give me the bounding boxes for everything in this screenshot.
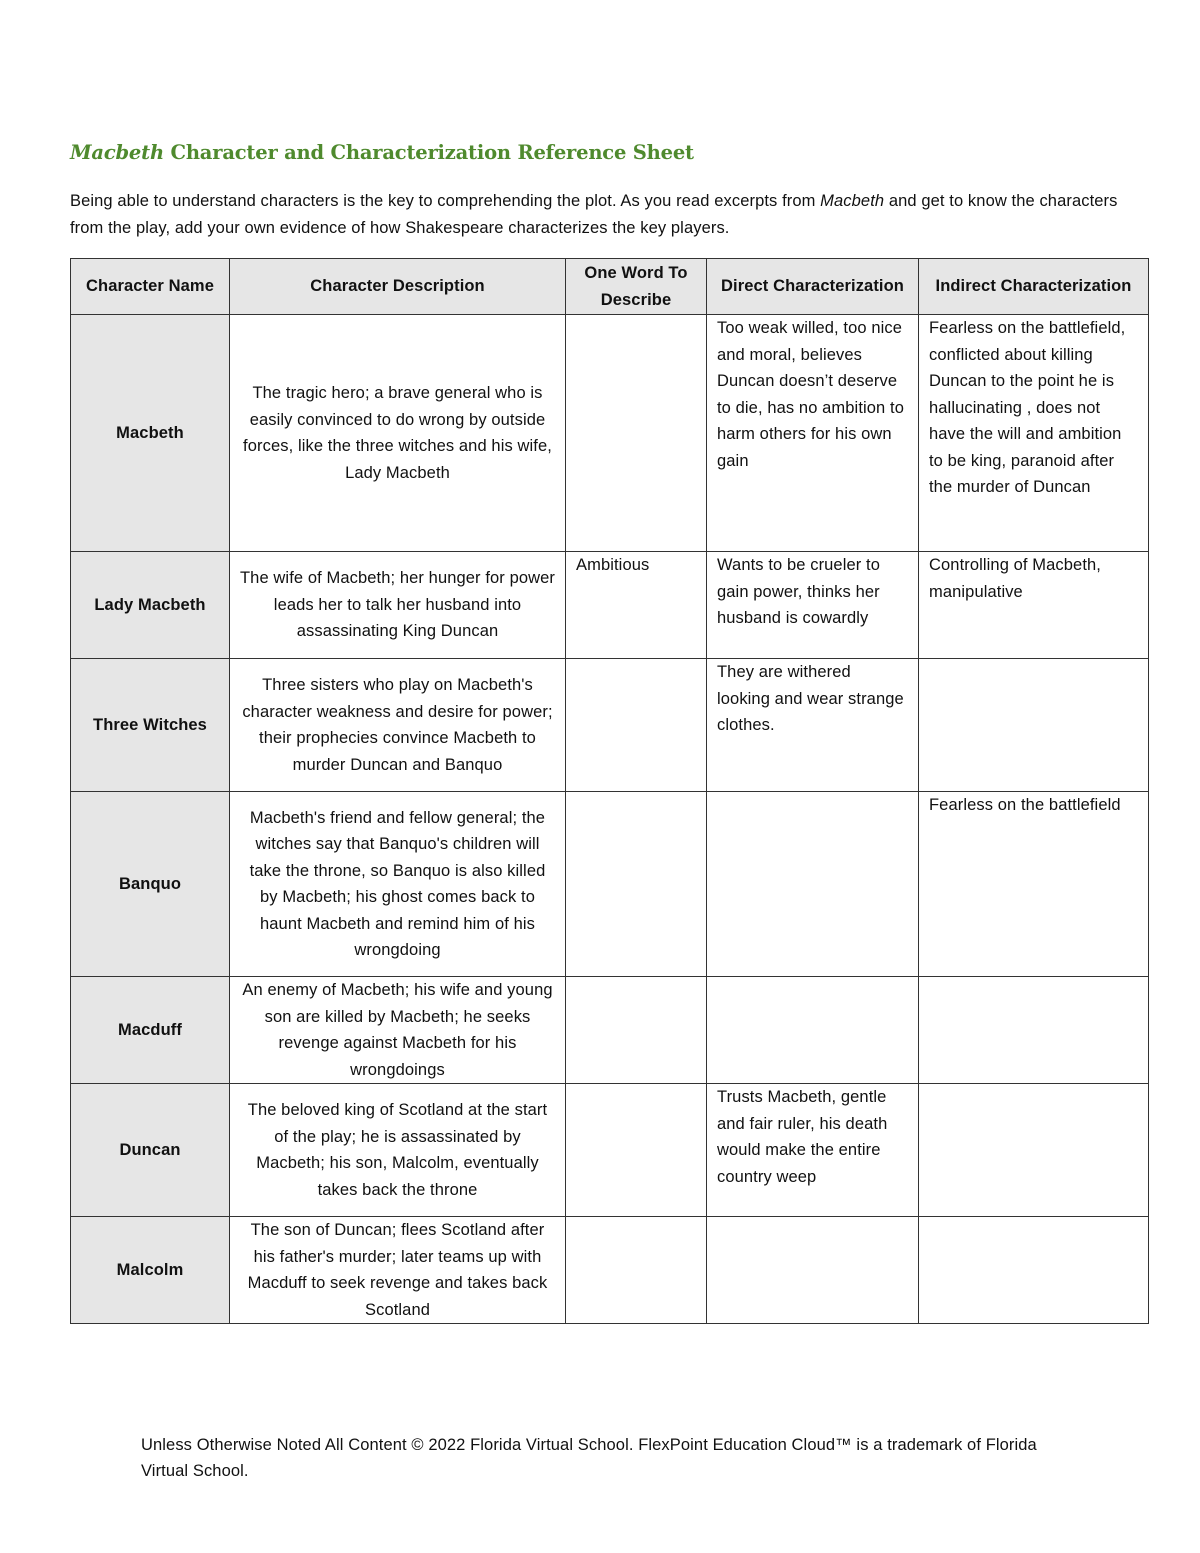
row-indirect-characterization[interactable]: Fearless on the battlefield	[919, 792, 1149, 977]
row-direct-characterization[interactable]	[707, 792, 919, 977]
row-description: An enemy of Macbeth; his wife and young son are killed by Macbeth; he seeks revenge against Macbeth for his wrongdoings	[230, 977, 566, 1084]
row-indirect-characterization[interactable]	[919, 659, 1149, 792]
row-one-word[interactable]	[566, 315, 707, 552]
footer-copyright: Unless Otherwise Noted All Content © 2022 Florida Virtual School. FlexPoint Education Cloud™ is a trademark of Florida Virtual School.	[141, 1436, 1037, 1480]
table-header-row	[71, 259, 1149, 315]
header-character-description: Character Description	[230, 259, 566, 315]
intro-paragraph	[70, 188, 1150, 242]
row-description: Macbeth's friend and fellow general; the witches say that Banquo's children will take the throne, so Banquo is also killed by Macbeth; his ghost comes back to haunt Macbeth and remind him of his wrongdoing	[230, 792, 566, 977]
row-one-word[interactable]: Ambitious	[566, 552, 707, 659]
row-character-name: Lady Macbeth	[71, 552, 230, 659]
row-indirect-characterization[interactable]	[919, 1084, 1149, 1217]
row-one-word[interactable]	[566, 977, 707, 1084]
intro-part2: and get to know the characters from the play, add your own evidence of how Shakespeare characterizes the key players.	[70, 192, 1118, 237]
row-description: The beloved king of Scotland at the start of the play; he is assassinated by Macbeth; his son, Malcolm, eventually takes back the throne	[230, 1084, 566, 1217]
table-row	[71, 977, 1149, 1084]
intro-part1: Being able to understand characters is the key to comprehending the plot. As you read excerpts from	[70, 192, 821, 210]
row-character-name: Duncan	[71, 1084, 230, 1217]
title-rest: Character and Characterization Reference Sheet	[163, 141, 694, 164]
row-indirect-characterization[interactable]: Fearless on the battlefield, conflicted about killing Duncan to the point he is hallucinating , does not have the will and ambition to be king, paranoid after the murder of Duncan	[919, 315, 1149, 552]
table-row	[71, 552, 1149, 659]
row-indirect-characterization[interactable]: Controlling of Macbeth, manipulative	[919, 552, 1149, 659]
row-direct-characterization[interactable]: Too weak willed, too nice and moral, believes Duncan doesn’t deserve to die, has no ambition to harm others for his own gain	[707, 315, 919, 552]
row-one-word[interactable]	[566, 659, 707, 792]
row-description: The wife of Macbeth; her hunger for power leads her to talk her husband into assassinating King Duncan	[230, 552, 566, 659]
row-description: The son of Duncan; flees Scotland after his father's murder; later teams up with Macduff to seek revenge and takes back Scotland	[230, 1217, 566, 1324]
row-character-name: Three Witches	[71, 659, 230, 792]
row-description: Three sisters who play on Macbeth's character weakness and desire for power; their prophecies convince Macbeth to murder Duncan and Banquo	[230, 659, 566, 792]
table-row	[71, 792, 1149, 977]
row-character-name: Malcolm	[71, 1217, 230, 1324]
row-indirect-characterization[interactable]	[919, 977, 1149, 1084]
table-row	[71, 659, 1149, 792]
header-indirect-characterization: Indirect Characterization	[919, 259, 1149, 315]
title-play-name: Macbeth	[70, 141, 164, 164]
table-row	[71, 1217, 1149, 1324]
table-row	[71, 1084, 1149, 1217]
header-character-name: Character Name	[71, 259, 230, 315]
header-direct-characterization: Direct Characterization	[707, 259, 919, 315]
row-character-name: Macbeth	[71, 315, 230, 552]
row-indirect-characterization[interactable]	[919, 1217, 1149, 1324]
row-direct-characterization[interactable]: Wants to be crueler to gain power, thinks her husband is cowardly	[707, 552, 919, 659]
row-direct-characterization[interactable]	[707, 1217, 919, 1324]
row-direct-characterization[interactable]	[707, 977, 919, 1084]
row-one-word[interactable]	[566, 1084, 707, 1217]
row-direct-characterization[interactable]: Trusts Macbeth, gentle and fair ruler, his death would make the entire country weep	[707, 1084, 919, 1217]
row-one-word[interactable]	[566, 792, 707, 977]
row-character-name: Banquo	[71, 792, 230, 977]
row-direct-characterization[interactable]: They are withered looking and wear strange clothes.	[707, 659, 919, 792]
character-table	[70, 258, 1149, 1324]
intro-play-name: Macbeth	[820, 192, 885, 210]
page-title	[70, 141, 694, 164]
row-one-word[interactable]	[566, 1217, 707, 1324]
row-character-name: Macduff	[71, 977, 230, 1084]
header-one-word: One Word To Describe	[566, 259, 707, 315]
table-row	[71, 315, 1149, 552]
row-description: The tragic hero; a brave general who is easily convinced to do wrong by outside forces, like the three witches and his wife, Lady Macbeth	[230, 315, 566, 552]
